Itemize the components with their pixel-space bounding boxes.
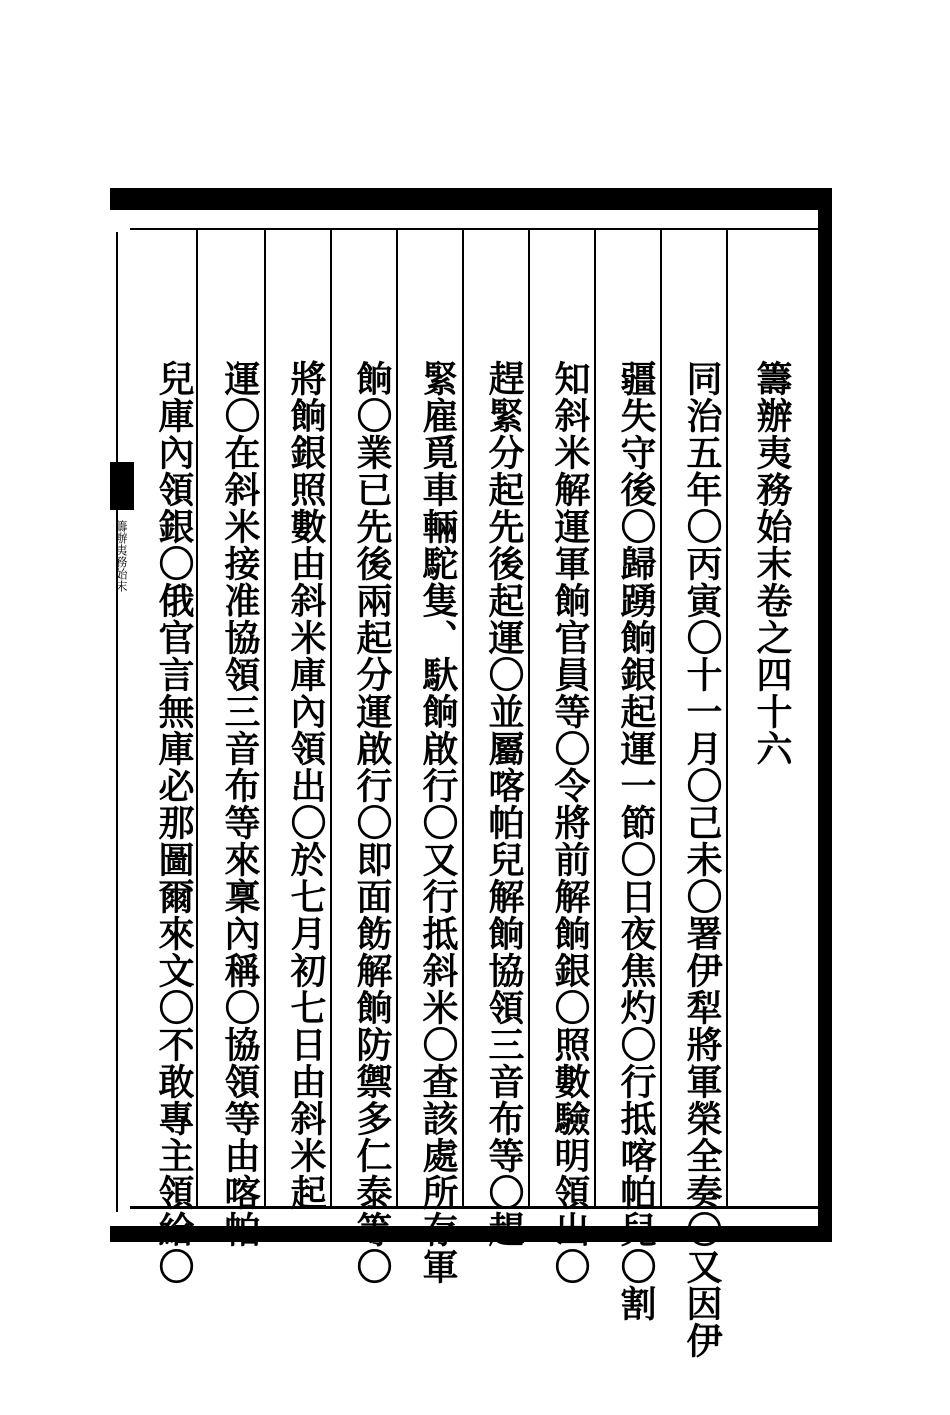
margin-edge-note: 籌辦夷務始末 — [114, 520, 128, 592]
text-column-1: 同治五年〇丙寅〇十一月〇己未〇署伊犁將軍榮全奏〇又因伊 — [681, 360, 723, 1359]
frame-left-border — [116, 232, 136, 1212]
text-column-8: 運〇在斜米接准協領三音布等來稟內稱〇協領等由喀帕 — [219, 360, 261, 1248]
inner-top-rule — [130, 228, 820, 230]
text-column-6: 餉〇業已先後兩起分運啟行〇即面飭解餉防禦多仁泰等〇 — [351, 360, 393, 1285]
text-column-7: 將餉銀照數由斜米庫內領出〇於七月初七日由斜米起 — [285, 360, 327, 1211]
text-column-9: 兒庫內領銀〇俄官言無庫必那圖爾來文〇不敢專主領給〇 — [153, 360, 195, 1285]
text-column-5: 緊雇覓車輛駝隻、馱餉啟行〇又行抵斜米〇查該處所存軍 — [417, 360, 459, 1285]
frame-fold-mark — [110, 462, 134, 510]
text-column-3: 知斜米解運軍餉官員等〇令將前解餉銀〇照數驗明領出〇 — [549, 360, 591, 1285]
frame-top-border — [110, 188, 832, 210]
frame-right-border — [818, 188, 832, 1242]
text-column-title: 籌辦夷務始末卷之四十六 — [751, 360, 793, 767]
text-column-2: 疆失守後〇歸踴餉銀起運一節〇日夜焦灼〇行抵喀帕兒〇割 — [615, 360, 657, 1322]
text-column-4: 趕緊分起先後起運〇並屬喀帕兒解餉協領三音布等〇趕 — [483, 360, 525, 1248]
